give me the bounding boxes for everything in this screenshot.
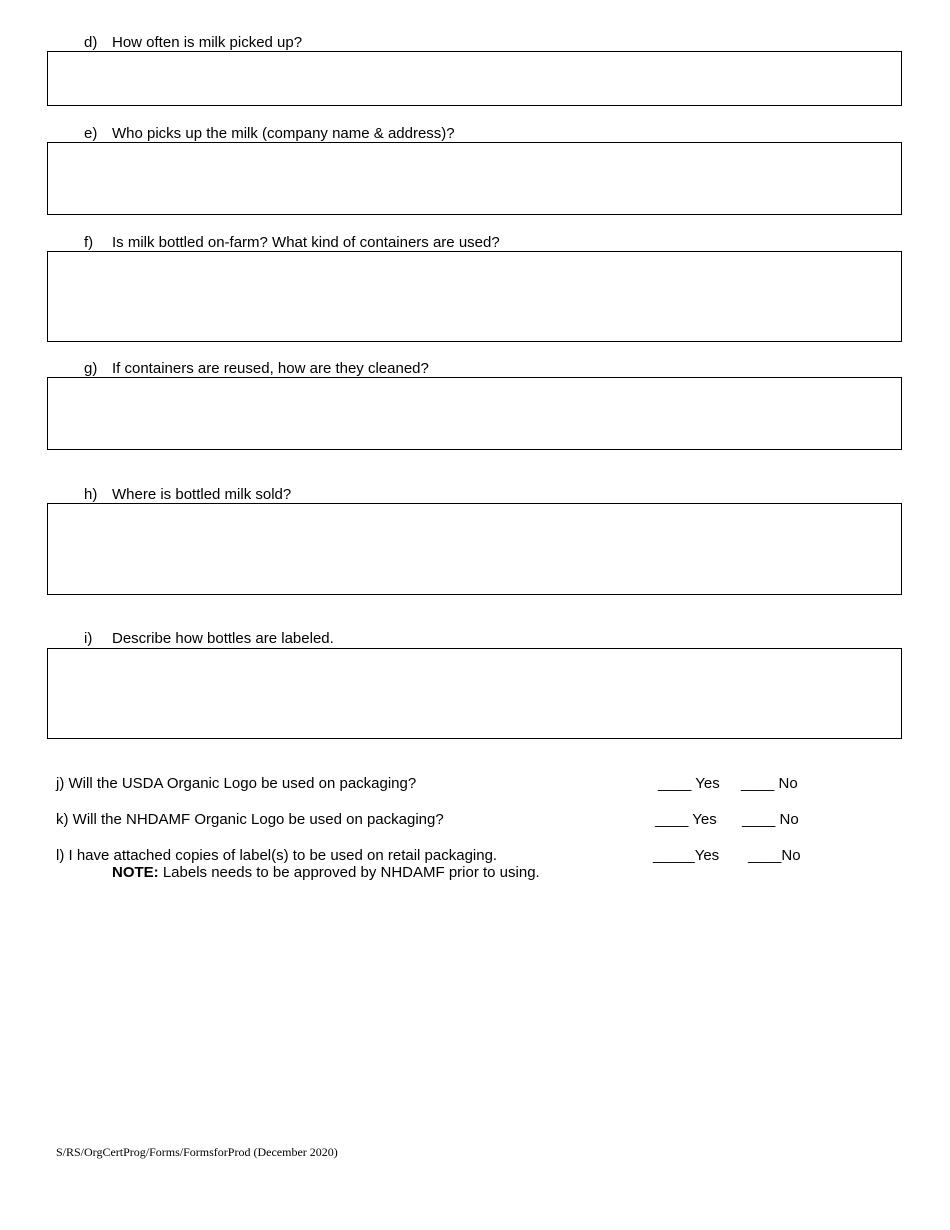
question-l-yes-blank[interactable]: _____Yes bbox=[653, 847, 720, 864]
question-letter: e) bbox=[84, 125, 98, 142]
form-footer-path: S/RS/OrgCertProg/Forms/FormsforProd (December 2020) bbox=[56, 1145, 338, 1159]
note-text: Labels needs to be approved by NHDAMF prior to using. bbox=[158, 864, 540, 881]
answer-box-e[interactable] bbox=[47, 142, 902, 215]
question-g-label bbox=[84, 360, 429, 377]
question-text: Where is bottled milk sold? bbox=[112, 486, 292, 503]
question-j-text: j) Will the USDA Organic Logo be used on packaging? bbox=[56, 775, 417, 792]
answer-box-h[interactable] bbox=[47, 503, 902, 595]
question-f-label bbox=[84, 234, 500, 251]
question-d-label bbox=[84, 34, 302, 51]
question-text: Describe how bottles are labeled. bbox=[112, 630, 334, 647]
question-letter: g) bbox=[84, 360, 98, 377]
question-letter: i) bbox=[84, 630, 93, 647]
question-j-yes-blank[interactable]: ____ Yes bbox=[658, 775, 720, 792]
question-i-label bbox=[84, 630, 334, 647]
answer-box-d[interactable] bbox=[47, 51, 902, 106]
question-letter: d) bbox=[84, 34, 98, 51]
note-label: NOTE: bbox=[112, 864, 159, 881]
question-k-yes-blank[interactable]: ____ Yes bbox=[655, 811, 717, 828]
question-letter: f) bbox=[84, 234, 94, 251]
question-k-text: k) Will the NHDAMF Organic Logo be used on packaging? bbox=[56, 811, 444, 828]
question-text: If containers are reused, how are they cleaned? bbox=[112, 360, 429, 377]
question-l-no-blank[interactable]: ____No bbox=[748, 847, 801, 864]
question-k-no-blank[interactable]: ____ No bbox=[742, 811, 799, 828]
question-text: How often is milk picked up? bbox=[112, 34, 303, 51]
answer-box-i[interactable] bbox=[47, 648, 902, 739]
labels-approval-note bbox=[112, 864, 540, 881]
answer-box-f[interactable] bbox=[47, 251, 902, 342]
question-text: Is milk bottled on-farm? What kind of containers are used? bbox=[112, 234, 500, 251]
question-l-text: l) I have attached copies of label(s) to be used on retail packaging. bbox=[56, 847, 498, 864]
question-h-label bbox=[84, 486, 291, 503]
question-e-label bbox=[84, 125, 455, 142]
question-letter: h) bbox=[84, 486, 98, 503]
answer-box-g[interactable] bbox=[47, 377, 902, 450]
question-j-no-blank[interactable]: ____ No bbox=[741, 775, 798, 792]
question-text: Who picks up the milk (company name & address)? bbox=[112, 125, 455, 142]
